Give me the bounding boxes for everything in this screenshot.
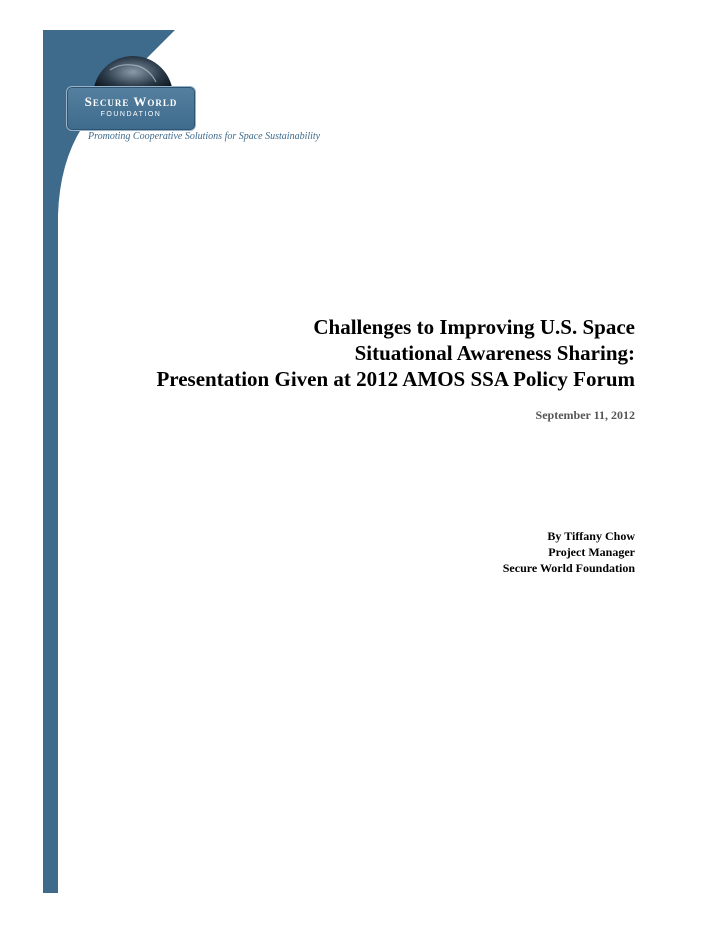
logo-tagline: Promoting Cooperative Solutions for Space Sustainability bbox=[88, 131, 321, 142]
logo-name: Secure World bbox=[84, 94, 178, 109]
document-date: September 11, 2012 bbox=[535, 408, 635, 422]
logo-sub: FOUNDATION bbox=[100, 111, 162, 118]
title-line-2: Situational Awareness Sharing: bbox=[354, 341, 635, 365]
title-line-3: Presentation Given at 2012 AMOS SSA Policy Forum bbox=[156, 367, 635, 391]
title-line-1: Challenges to Improving U.S. Space bbox=[313, 315, 635, 339]
author-byline: By Tiffany Chow bbox=[547, 529, 635, 543]
author-block bbox=[503, 528, 635, 576]
author-role: Project Manager bbox=[548, 545, 635, 559]
author-org: Secure World Foundation bbox=[502, 561, 635, 575]
document-title bbox=[156, 314, 635, 392]
logo-badge bbox=[66, 86, 196, 131]
